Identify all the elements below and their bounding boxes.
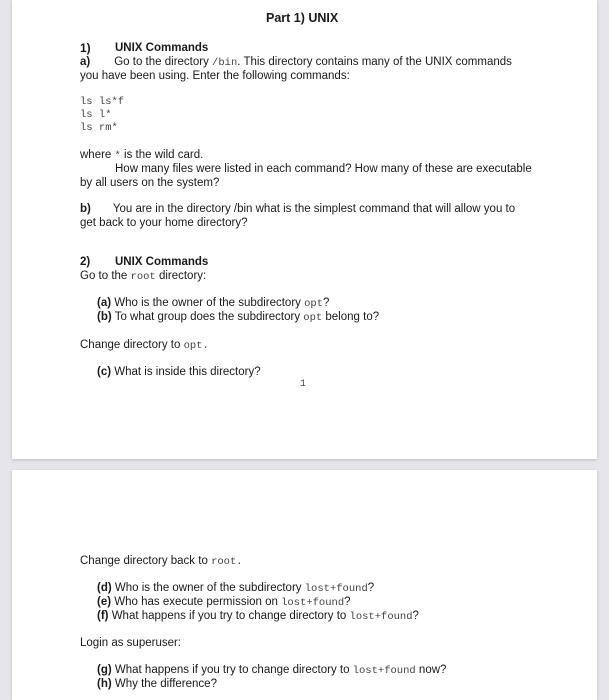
change-text: Change directory to [80,339,181,351]
question-2g-end: now? [418,664,447,676]
opt-code: opt [303,312,323,324]
document-page-1 [12,0,597,459]
question-2a-label: (a) [97,297,112,309]
goto-root-line [80,269,206,284]
change-end: . [202,340,209,352]
question-2e-end: ? [344,596,351,608]
goto-text: Go to the [80,270,128,282]
question-2c-label: (c) [97,366,112,378]
question-2f [97,609,419,624]
question-2b-text: To what group does the subdirectory [114,311,301,323]
question-2b-end: belong to? [325,311,380,323]
bin-path: /bin [212,57,238,69]
question-1a-label: a) [80,56,91,68]
goto-text-end: directory: [158,270,207,282]
question-2c [97,365,261,379]
question-2d-text: Who is the owner of the subdirectory [114,582,302,594]
question-1b-line-1 [80,202,515,216]
command-line-1: ls ls*f [80,96,125,108]
question-2a [97,296,329,311]
question-1a-line-1 [80,55,512,70]
lost-found-code: lost+found [304,583,368,595]
question-2g-label: (g) [97,664,112,676]
question-2d [97,581,374,596]
question-2e [97,595,351,610]
question-1-heading: UNIX Commands [115,42,209,54]
question-2a-text: Who is the owner of the subdirectory [114,297,301,309]
wildcard-text: is the wild card. [124,149,204,161]
wildcard-note [80,148,203,163]
page-number: 1 [300,379,307,390]
opt-code: opt [183,340,203,352]
question-1a-text: Go to the directory [114,56,209,68]
lost-found-code: lost+found [349,611,413,623]
opt-code: opt [304,298,324,310]
change-to-opt-line [80,338,209,353]
how-many-line-1: How many files were listed in each command? How many of these are executable [115,163,532,175]
question-2-heading: UNIX Commands [115,256,209,268]
question-2b [97,310,379,325]
wildcard-star: * [114,150,121,162]
question-2f-label: (f) [97,610,109,622]
question-1b-text: You are in the directory /bin what is the simplest command that will allow you to [112,203,516,215]
back-to-root-line [80,554,243,569]
back-end: . [236,556,243,568]
question-1b-line-2: get back to your home directory? [80,217,248,229]
how-many-line-2: by all users on the system? [80,177,220,189]
question-1a-line-2: you have been using. Enter the following commands: [80,70,350,82]
question-2h-label: (h) [97,678,112,690]
question-2g-text: What happens if you try to change directory to [114,664,350,676]
where-text: where [80,149,112,161]
question-2e-text: Who has execute permission on [114,596,278,608]
question-2h [97,677,217,691]
question-2f-end: ? [412,610,419,622]
command-line-3: ls rm* [80,122,118,134]
question-2d-label: (d) [97,582,112,594]
page-title: Part 1) UNIX [266,11,339,25]
question-1-number: 1) [80,41,91,55]
question-2c-text: What is inside this directory? [114,366,261,378]
question-1a-text-cont: . This directory contains many of the UNIX commands [237,56,512,68]
question-2a-end: ? [323,297,330,309]
root-code: root [130,271,156,283]
question-2e-label: (e) [97,596,112,608]
question-2b-label: (b) [97,311,112,323]
question-1b-label: b) [80,203,91,215]
question-2d-end: ? [367,582,375,594]
command-line-2: ls l* [80,109,112,121]
back-text: Change directory back to [80,555,208,567]
lost-found-code: lost+found [281,597,345,609]
question-2-number: 2) [80,256,91,268]
question-2f-text: What happens if you try to change directory to [111,610,347,622]
root-code: root [211,556,237,568]
lost-found-code: lost+found [352,665,416,677]
document-page-2 [12,470,597,700]
question-2h-text: Why the difference? [114,678,217,690]
question-2g [97,663,446,678]
login-superuser-line: Login as superuser: [80,637,182,649]
